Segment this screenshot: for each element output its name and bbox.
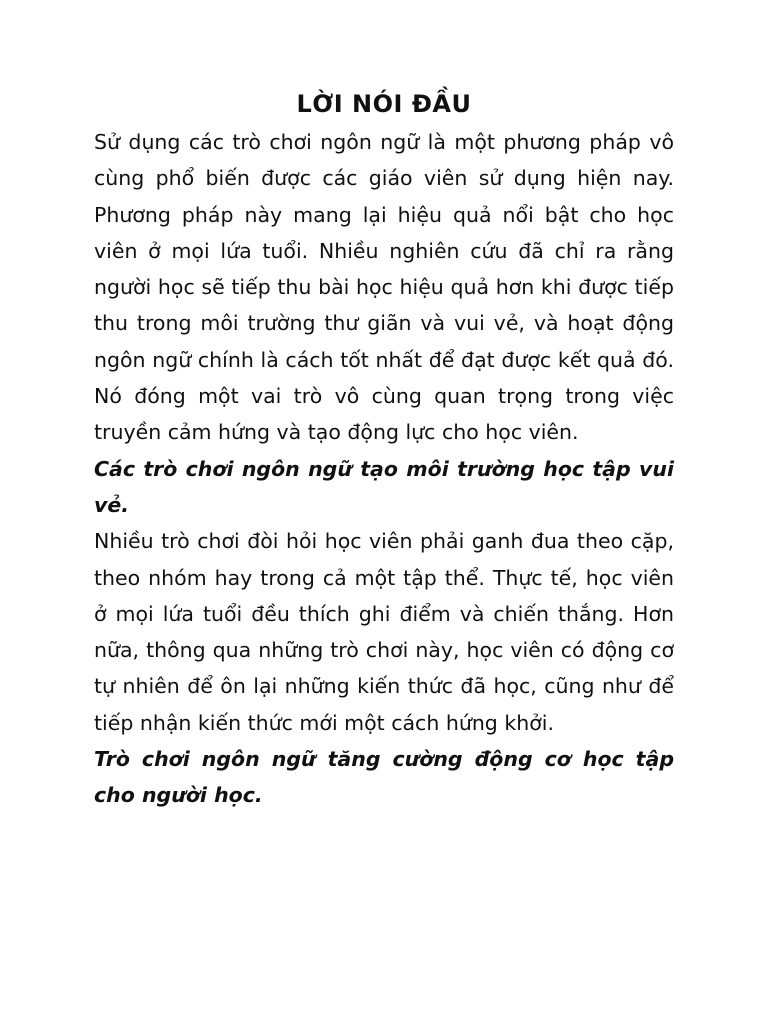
paragraph-intro: Sử dụng các trò chơi ngôn ngữ là một phương pháp vô cùng phổ biến được các giáo viên sử dụng hiện nay. Phương pháp này mang lại hiệu quả nổi bật cho học viên ở mọi lứa tuổi. Nhiều nghiên cứu đã chỉ ra rằng người học sẽ tiếp thu bài học hiệu quả hơn khi được tiếp thu trong môi trường thư giãn và vui vẻ, và hoạt động ngôn ngữ chính là cách tốt nhất để đạt được kết quả đó. Nó đóng một vai trò vô cùng quan trọng trong việc truyền cảm hứng và tạo động lực cho học viên. [94,130,674,445]
paragraph-competition: Nhiều trò chơi đòi hỏi học viên phải ganh đua theo cặp, theo nhóm hay trong cả một tập thể. Thực tế, học viên ở mọi lứa tuổi đều thích ghi điểm và chiến thắng. Hơn nữa, thông qua những trò chơi này, học viên có động cơ tự nhiên để ôn lại những kiến thức đã học, cũng như để tiếp nhận kiến thức mới một cách hứng khởi. [94,529,674,735]
document-body [94,84,674,814]
section-heading-motivation: Trò chơi ngôn ngữ tăng cường động cơ học tập cho người học. [94,747,674,808]
document-title: LỜI NÓI ĐẦU [296,90,472,118]
section-heading-fun-environment: Các trò chơi ngôn ngữ tạo môi trường học tập vui vẻ. [94,456,674,517]
